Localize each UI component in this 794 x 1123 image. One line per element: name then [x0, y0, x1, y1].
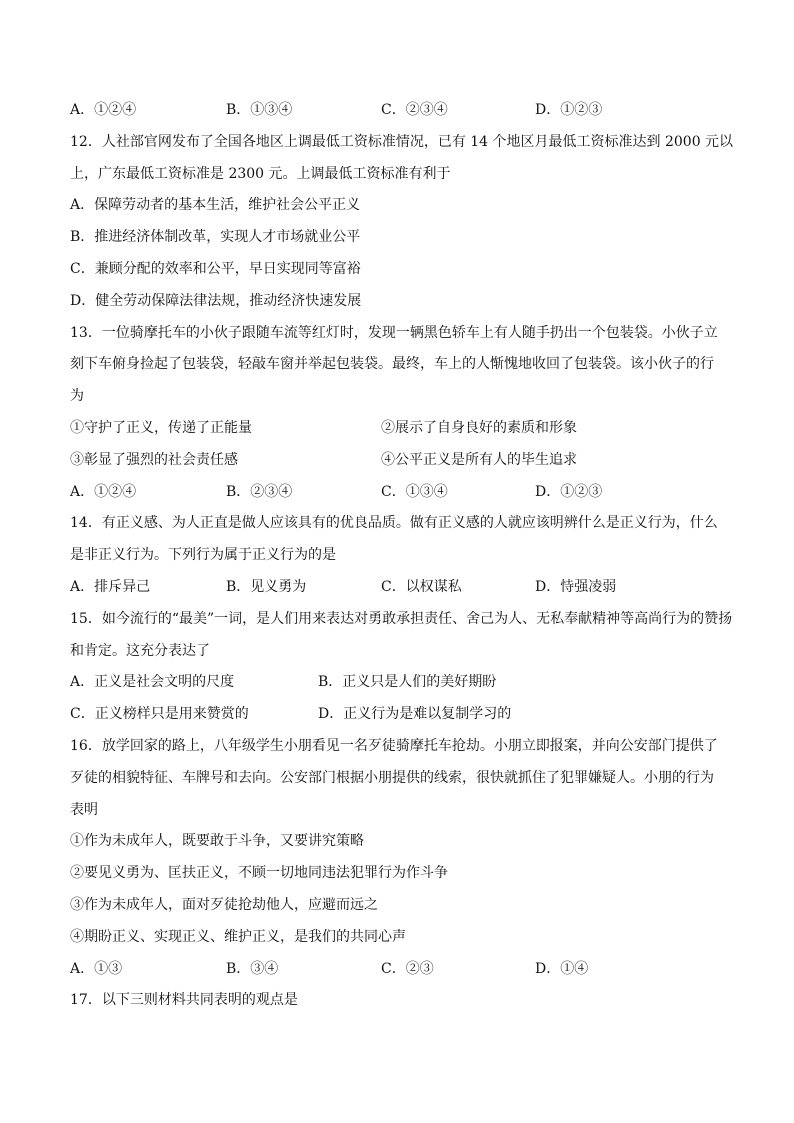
q15-options: [70, 667, 730, 699]
q11-options: [70, 95, 730, 127]
option-a: A．①③: [70, 960, 123, 977]
option-a: A．排斥异己: [70, 578, 151, 595]
q12-option-a: A．保障劳动者的基本生活，维护社会公平正义: [70, 197, 361, 214]
option-b: B．①③④: [226, 102, 293, 118]
q14-options: [70, 572, 730, 604]
q15-stem-line: 和肯定。这充分表达了: [70, 642, 210, 659]
option-c: C．正义榜样只是用来赞赏的: [70, 706, 249, 723]
option-b: B．见义勇为: [226, 578, 307, 595]
q16-item-2: ②要见义勇为、匡扶正义，不顾一切地同违法犯罪行为作斗争: [70, 865, 448, 882]
option-b: B．正义只是人们的美好期盼: [318, 674, 497, 691]
exam-page: [70, 95, 734, 1017]
option-c: C．②③: [381, 960, 434, 977]
option-b: B．③④: [226, 960, 279, 977]
option-d: D．恃强凌弱: [535, 578, 617, 595]
q13-items: [70, 413, 730, 445]
q13-stem-line: 13．一位骑摩托车的小伙子跟随车流等红灯时，发现一辆黑色轿车上有人随手扔出一个包装袋。小伙子立: [70, 324, 718, 341]
q16-item-4: ④期盼正义、实现正义、维护正义，是我们的共同心声: [70, 928, 406, 945]
option-c: C．①③④: [381, 483, 448, 500]
option-b: B．②③④: [226, 483, 293, 500]
q16-options: [70, 954, 730, 986]
q16-stem-line: 歹徒的相貌特征、车牌号和去向。公安部门根据小朋提供的线索，很快就抓住了犯罪嫌疑人。小朋的行为: [70, 769, 714, 786]
q12-option-b: B．推进经济体制改革，实现人才市场就业公平: [70, 229, 361, 246]
option-d: D．①④: [535, 960, 589, 977]
q15-options: [70, 699, 730, 731]
q16-stem-line: 表明: [70, 801, 98, 818]
option-c: C．②③④: [381, 102, 448, 118]
q13-stem-line: 为: [70, 388, 84, 405]
q12-option-c: C．兼顾分配的效率和公平，早日实现同等富裕: [70, 260, 361, 277]
q12-stem-line: 12．人社部官网发布了全国各地区上调最低工资标准情况，已有 14 个地区月最低工资标准达到 2000 元以: [70, 133, 734, 150]
option-a: A．①②④: [70, 102, 137, 118]
option-c: C．以权谋私: [381, 578, 462, 595]
option-d: D．正义行为是难以复制学习的: [318, 706, 512, 723]
item-3: ③彰显了强烈的社会责任感: [70, 451, 238, 468]
q14-stem-line: 14．有正义感、为人正直是做人应该具有的优良品质。做有正义感的人就应该明辨什么是正义行为，什么: [70, 515, 718, 532]
q16-item-3: ③作为未成年人，面对歹徒抢劫他人，应避而远之: [70, 896, 378, 913]
q12-option-d: D．健全劳动保障法律法规，推动经济快速发展: [70, 292, 362, 309]
q14-stem-line: 是非正义行为。下列行为属于正义行为的是: [70, 547, 336, 564]
q13-stem-line: 刻下车俯身捡起了包装袋，轻敲车窗并举起包装袋。最终，车上的人惭愧地收回了包装袋。该小伙子的行: [70, 356, 714, 373]
q13-items: [70, 445, 730, 477]
item-2: ②展示了自身良好的素质和形象: [381, 419, 577, 436]
q12-stem-line: 上，广东最低工资标准是 2300 元。上调最低工资标准有利于: [70, 165, 451, 182]
q16-item-1: ①作为未成年人，既要敢于斗争，又要讲究策略: [70, 833, 364, 850]
option-d: D．①②③: [535, 102, 603, 118]
item-4: ④公平正义是所有人的毕生追求: [381, 451, 577, 468]
item-1: ①守护了正义，传递了正能量: [70, 419, 252, 436]
option-a: A．①②④: [70, 483, 137, 500]
option-d: D．①②③: [535, 483, 603, 500]
q17-stem-line: 17．以下三则材料共同表明的观点是: [70, 992, 298, 1009]
q16-stem-line: 16．放学回家的路上，八年级学生小朋看见一名歹徒骑摩托车抢劫。小朋立即报案，并向公安部门提供了: [70, 737, 718, 754]
q13-options: [70, 477, 730, 509]
q15-stem-line: 15．如今流行的“最美”一词，是人们用来表达对勇敢承担责任、舍己为人、无私奉献精神等高尚行为的赞扬: [70, 610, 733, 627]
option-a: A．正义是社会文明的尺度: [70, 674, 235, 691]
